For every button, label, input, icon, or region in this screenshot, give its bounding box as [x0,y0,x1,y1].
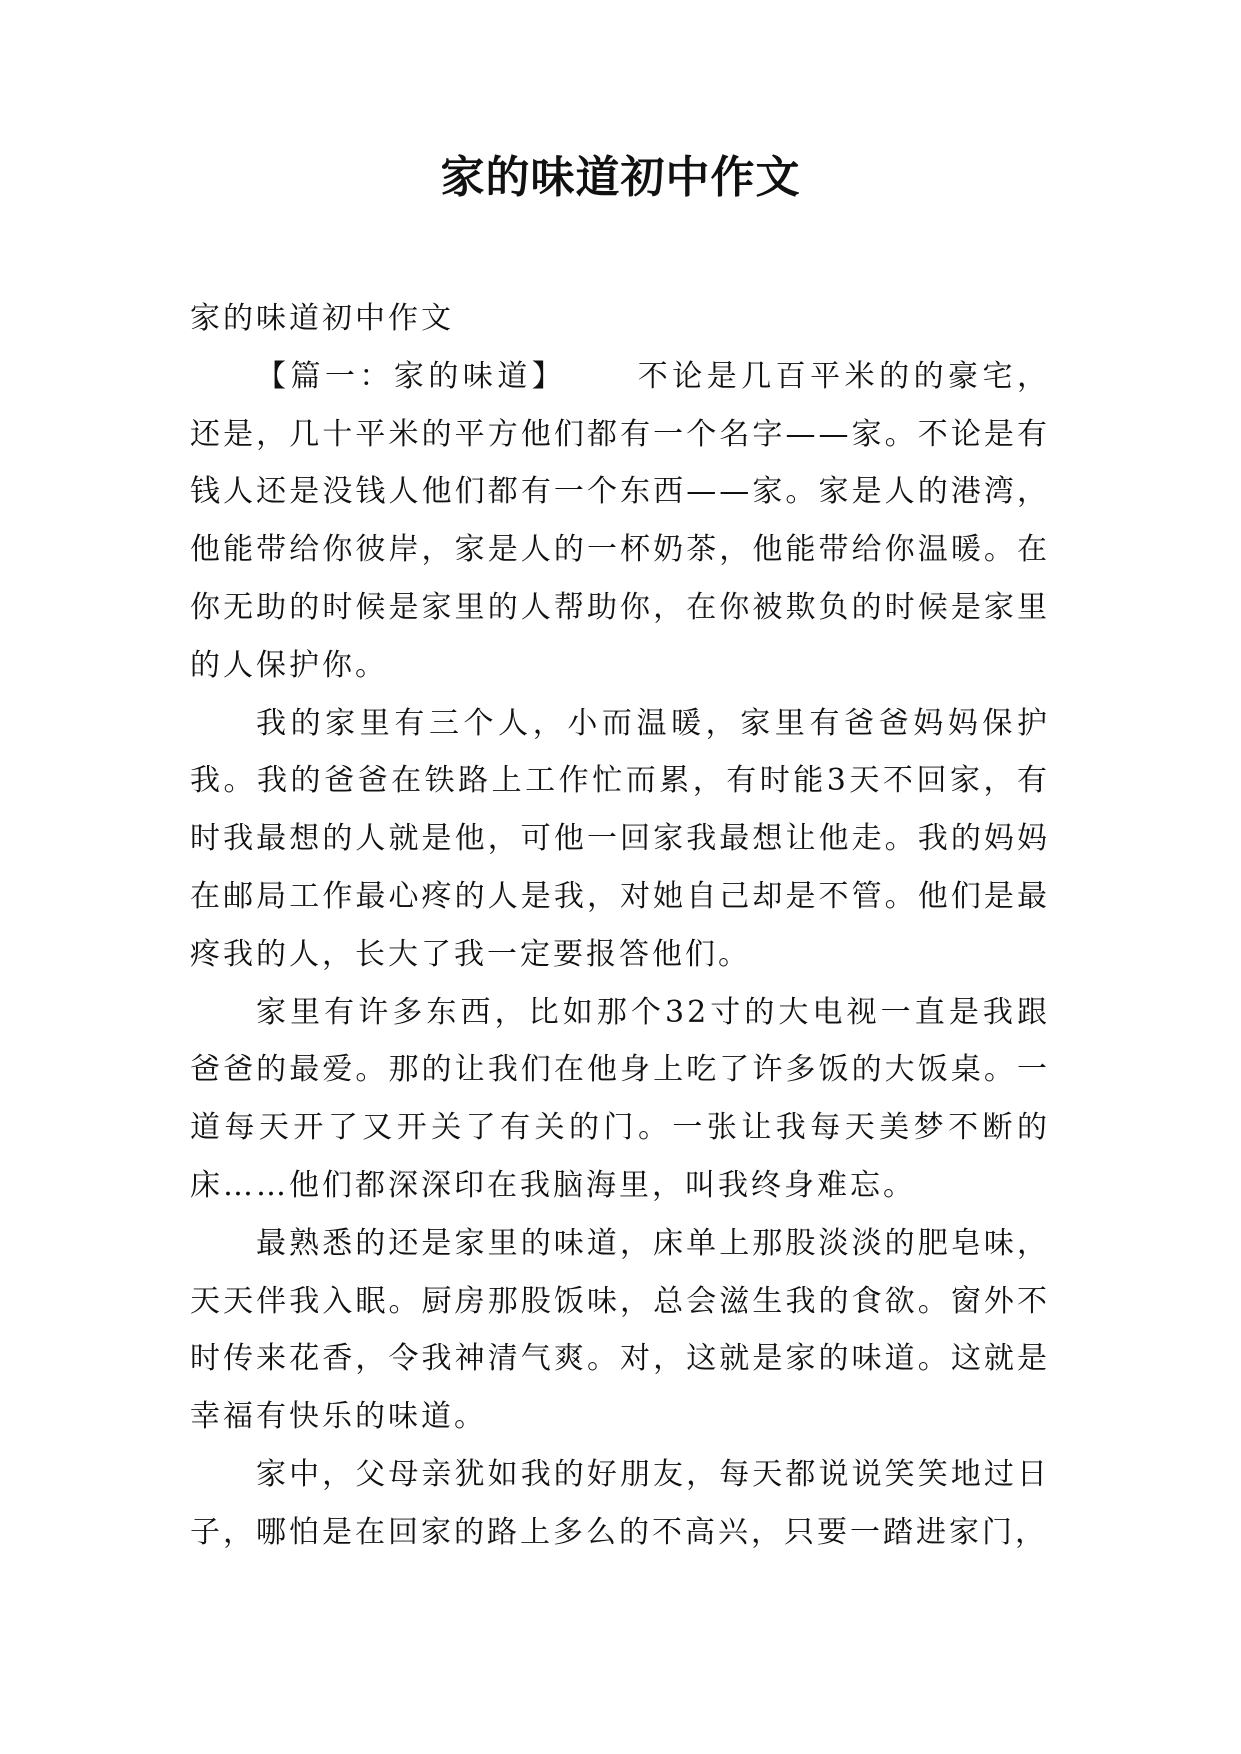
paragraph-5: 家中，父母亲犹如我的好朋友，每天都说说笑笑地过日子，哪怕是在回家的路上多么的不高兴，只要一踏进家门， [190,1456,1050,1550]
document-title: 家的味道初中作文 [440,152,801,203]
paragraph-3: 家里有许多东西，比如那个32寸的大电视一直是我跟爸爸的最爱。那的让我们在他身上吃了许多饭的大饭桌。一道每天开了又开关了有关的门。一张让我每天美梦不断的床……他们都深深印在我脑海里，叫我终身难忘。 [190,994,1050,1203]
section-label: 【篇一：家的味道】 [256,358,567,394]
paragraph-4: 最熟悉的还是家里的味道，床单上那股淡淡的肥皂味，天天伴我入眠。厨房那股饭味，总会滋生我的食欲。窗外不时传来花香，令我神清气爽。对，这就是家的味道。这就是幸福有快乐的味道。 [190,1225,1050,1435]
subheading: 家的味道初中作文 [190,301,454,336]
paragraph-1-text: 不论是几百平米的的豪宅，还是，几十平米的平方他们都有一个名字——家。不论是有钱人还是没钱人他们都有一个东西——家。家是人的港湾，他能带给你彼岸，家是人的一杯奶茶，他能带给你温暖。在你无助的时候是家里的人帮助你，在你被欺负的时候是家里的人保护你。 [190,358,1051,683]
paragraph-2: 我的家里有三个人，小而温暖，家里有爸爸妈妈保护我。我的爸爸在铁路上工作忙而累，有时能3天不回家，有时我最想的人就是他，可他一回家我最想让他走。我的妈妈在邮局工作最心疼的人是我，对她自己却是不管。他们是最疼我的人，长大了我一定要报答他们。 [190,705,1050,972]
document-body [190,290,1050,1562]
paragraph-1 [190,348,1050,695]
